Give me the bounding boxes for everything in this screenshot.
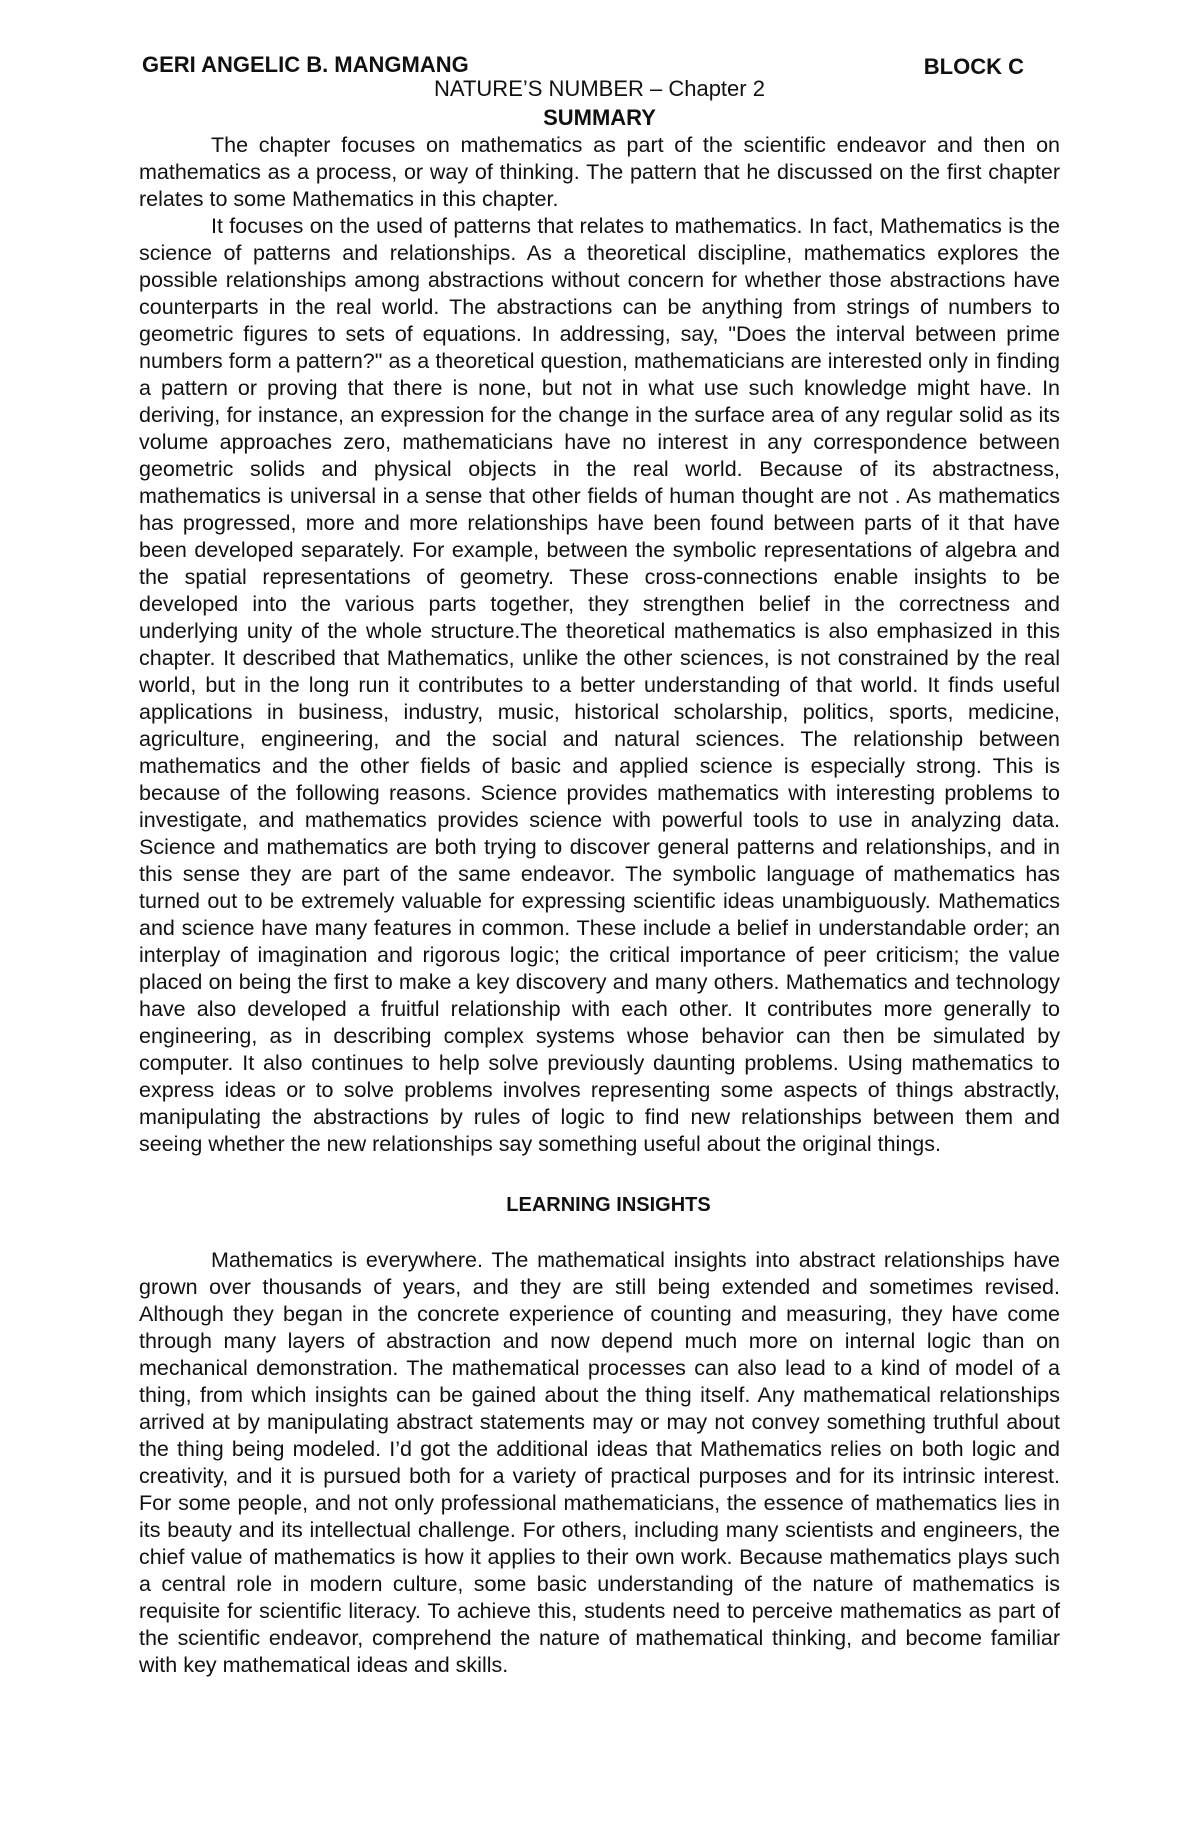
summary-paragraph-1: The chapter focuses on mathematics as part of the scientific endeavor and then on mathematics as a process, or way of thinking. The pattern that he discussed on the first chapter relates to some Mathematics in this chapter. — [139, 133, 1060, 211]
summary-paragraph-2: It focuses on the used of patterns that relates to mathematics. In fact, Mathematics is the science of patterns and relationships. As a theoretical discipline, mathematics explores the possible relationships among abstractions without concern for whether those abstractions have counterparts in the real world. The abstractions can be anything from strings of numbers to geometric figures to sets of equations. In addressing, say, "Does the interval between prime numbers form a pattern?" as a theoretical question, mathematicians are interested only in finding a pattern or proving that there is none, but not in what use such knowledge might have. In deriving, for instance, an expression for the change in the surface area of any regular solid as its volume approaches zero, mathematicians have no interest in any correspondence between geometric solids and physical objects in the real world. Because of its abstractness, mathematics is universal in a sense that other fields of human thought are not . As mathematics has progressed, more and more relationships have been found between parts of it that have been developed separately. For example, between the symbolic representations of algebra and the spatial representations of geometry. These cross-connections enable insights to be developed into the various parts together, they strengthen belief in the correctness and underlying unity of the whole structure.The theoretical mathematics is also emphasized in this chapter. It described that Mathematics, unlike the other sciences, is not constrained by the real world, but in the long run it contributes to a better understanding of that world. It finds useful applications in business, industry, music, historical scholarship, politics, sports, medicine, agriculture, engineering, and the social and natural sciences. The relationship between mathematics and the other fields of basic and applied science is especially strong. This is because of the following reasons. Science provides mathematics with interesting problems to investigate, and mathematics provides science with powerful tools to use in analyzing data. Science and mathematics are both trying to discover general patterns and relationships, and in this sense they are part of the same endeavor. The symbolic language of mathematics has turned out to be extremely valuable for expressing scientific ideas unambiguously. Mathematics and science have many features in common. These include a belief in understandable order; an interplay of imagination and rigorous logic; the critical importance of peer criticism; the value placed on being the first to make a key discovery and many others. Mathematics and technology have also developed a fruitful relationship with each other. It contributes more generally to engineering, as in describing complex systems whose behavior can then be simulated by computer. It also continues to help solve previously daunting problems. Using mathematics to express ideas or to solve problems involves representing some aspects of things abstractly, manipulating the abstractions by rules of logic to find new relationships between them and seeing whether the new relationships say something useful about the original things. — [139, 214, 1060, 1156]
document-page — [139, 44, 1060, 1679]
block-label: BLOCK C — [923, 54, 1024, 79]
chapter-title: NATURE’S NUMBER – Chapter 2 — [434, 76, 765, 101]
document-header — [139, 44, 1060, 78]
author-name: GERI ANGELIC B. MANGMANG — [142, 52, 469, 77]
learning-insights-paragraph: Mathematics is everywhere. The mathematical insights into abstract relationships have grown over thousands of years, and they are still being extended and sometimes revised. Although they began in the concrete experience of counting and measuring, they have come through many layers of abstraction and now depend much more on internal logic than on mechanical demonstration. The mathematical processes can also lead to a kind of model of a thing, from which insights can be gained about the thing itself. Any mathematical relationships arrived at by manipulating abstract statements may or may not convey something truthful about the thing being modeled. I’d got the additional ideas that Mathematics relies on both logic and creativity, and it is pursued both for a variety of practical purposes and for its intrinsic interest. For some people, and not only professional mathematicians, the essence of mathematics lies in its beauty and its intellectual challenge. For others, including many scientists and engineers, the chief value of mathematics is how it applies to their own work. Because mathematics plays such a central role in modern culture, some basic understanding of the nature of mathematics is requisite for scientific literacy. To achieve this, students need to perceive mathematics as part of the scientific endeavor, comprehend the nature of mathematical thinking, and become familiar with key mathematical ideas and skills. — [139, 1248, 1060, 1677]
learning-insights-heading: LEARNING INSIGHTS — [506, 1194, 711, 1216]
summary-heading: SUMMARY — [543, 105, 656, 130]
